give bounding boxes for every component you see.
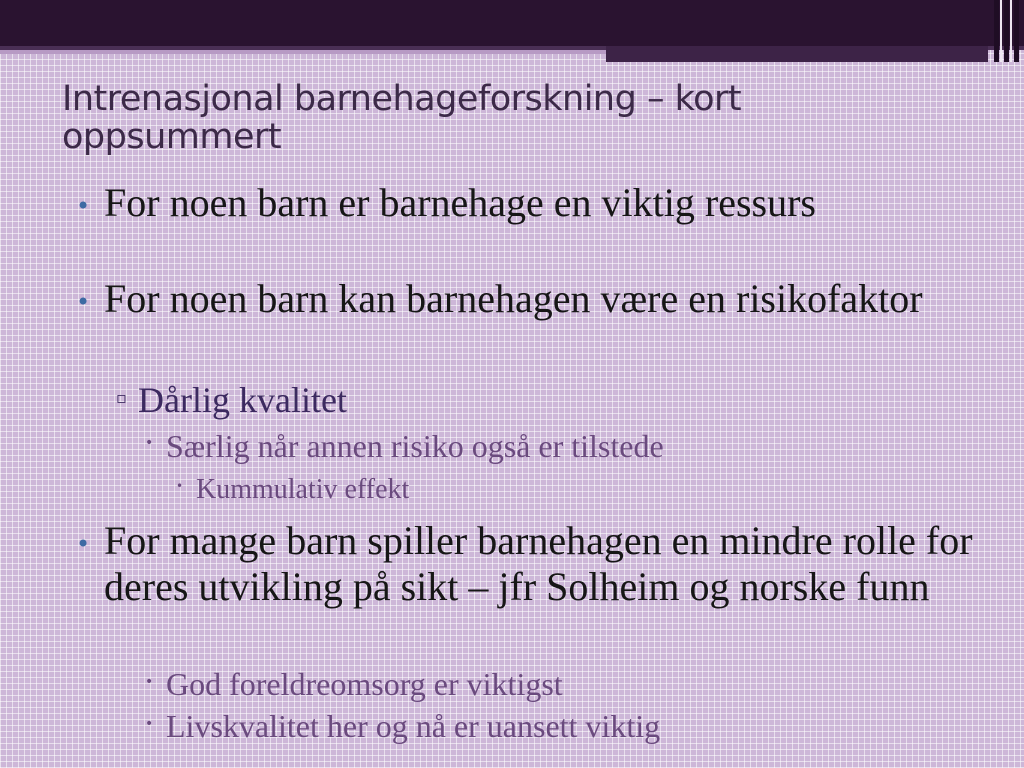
list-item: Særlig når annen risiko også er tilstede [166, 428, 664, 464]
list-item: For noen barn kan barnehagen være en risikofaktor [104, 276, 923, 321]
square-bullet-icon: ▫ [116, 388, 127, 407]
accent-strip [1000, 0, 1002, 62]
bullet-icon: • [145, 674, 154, 690]
bullet-icon: • [176, 479, 184, 493]
slide-title: Intrenasjonal barnehageforskning – kort oppsummert [62, 79, 742, 157]
accent-strip [994, 0, 999, 62]
list-item: Kummulativ effekt [196, 474, 410, 505]
list-item: For mange barn spiller barnehagen en mindre rolle for deres utvikling på sikt – jfr Solheim og norske funn [104, 518, 973, 609]
list-item: God foreldreomsorg er viktigst [166, 666, 563, 702]
bullet-icon: • [145, 435, 154, 451]
accent-strip [1014, 0, 1019, 62]
bullet-icon: • [76, 288, 91, 316]
accent-strip [1004, 0, 1009, 62]
bullet-icon: • [76, 192, 91, 220]
bullet-icon: • [76, 530, 91, 558]
top-band-lower-stripe [0, 50, 606, 54]
top-decorative-band [0, 0, 1024, 46]
list-item: Dårlig kvalitet [138, 380, 347, 420]
bullet-icon: • [145, 716, 154, 732]
top-band-step-bar [606, 46, 988, 62]
list-item: For noen barn er barnehage en viktig ressurs [104, 180, 816, 225]
list-item: Livskvalitet her og nå er uansett viktig [166, 708, 661, 744]
accent-strip [1010, 0, 1012, 62]
